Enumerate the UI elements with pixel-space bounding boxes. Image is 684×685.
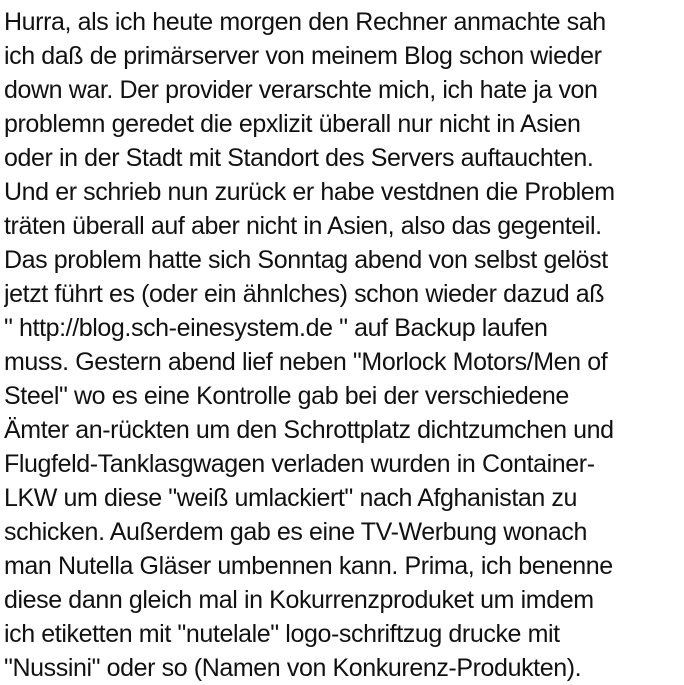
text-line: LKW um diese "weiß umlackiert" nach Afghanistan zu: [4, 484, 578, 512]
text-line: Und er schrieb nun zurück er habe vestdnen die Problem: [4, 178, 615, 206]
text-line: jetzt führt es (oder ein ähnlches) schon wieder dazud aß: [4, 280, 605, 308]
text-line: Ämter an-rückten um den Schrottplatz dichtzumchen und: [4, 416, 614, 444]
text-line: oder in der Stadt mit Standort des Servers auftauchten.: [4, 144, 594, 172]
blog-text-block: [4, 5, 682, 685]
text-line: schicken. Außerdem gab es eine TV-Werbung wonach: [4, 518, 587, 546]
text-line: Das problem hatte sich Sonntag abend von selbst gelöst: [4, 246, 608, 274]
text-line: diese dann gleich mal in Kokurrenzproduket um imdem: [4, 586, 594, 614]
text-line: man Nutella Gläser umbennen kann. Prima, ich benenne: [4, 552, 613, 580]
text-line: "Nussini" oder so (Namen von Konkurenz-Produkten).: [4, 654, 582, 682]
text-line: muss. Gestern abend lief neben "Morlock Motors/Men of: [4, 348, 608, 376]
text-line: träten überall auf aber nicht in Asien, also das gegenteil.: [4, 212, 602, 240]
text-line: down war. Der provider verarschte mich, ich hate ja von: [4, 76, 598, 104]
text-line: Flugfeld-Tanklasgwagen verladen wurden in Container-: [4, 450, 595, 478]
text-line: Steel" wo es eine Kontrolle gab bei der verschiedene: [4, 382, 569, 410]
text-line: Hurra, als ich heute morgen den Rechner anmachte sah: [4, 8, 606, 36]
text-line: problemn geredet die epxlizit überall nur nicht in Asien: [4, 110, 581, 138]
text-line-with-url: " http://blog.sch-einesystem.de " auf Backup laufen: [4, 314, 548, 342]
text-line: ich daß de primärserver von meinem Blog schon wieder: [4, 42, 602, 70]
text-line: ich etiketten mit "nutelale" logo-schriftzug drucke mit: [4, 620, 560, 648]
